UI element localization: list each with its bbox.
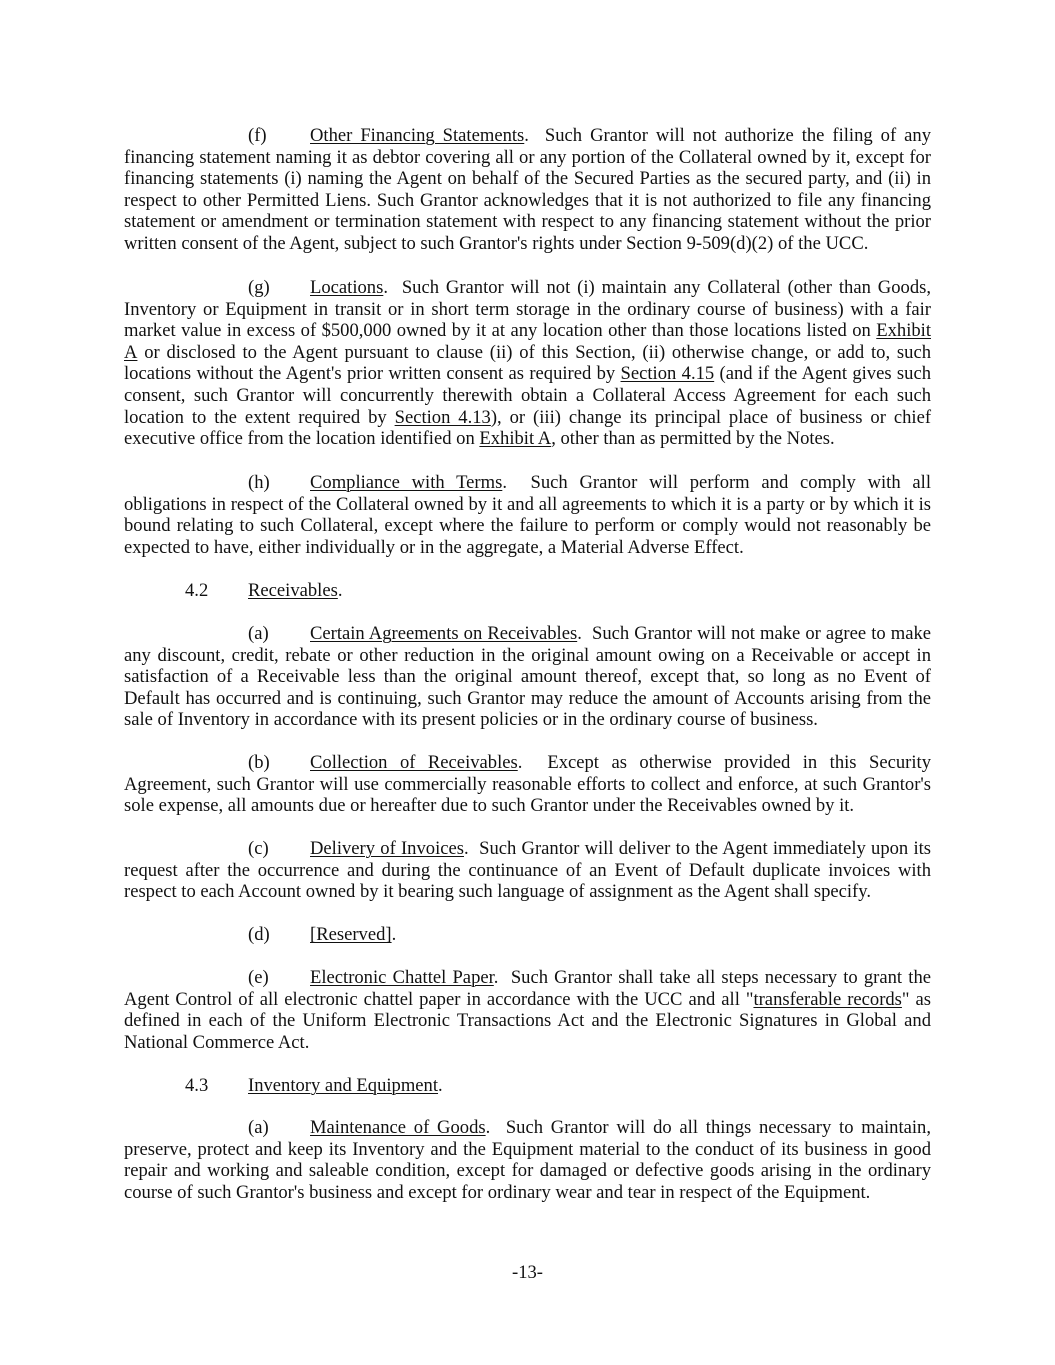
paragraph-heading: Compliance with Terms [310,472,503,493]
heading-period: . [493,967,499,988]
paragraph-heading: Collection of Receivables [310,752,518,773]
paragraph-number: (f) [248,125,267,146]
heading-period: . [438,1075,443,1096]
paragraph-body: Such Grantor will not make or agree to make any discount, credit, rebate or other reduction in the original amount owing on a Receivable or accept in satisfaction of a Receivable less than the original amount thereof, except that, so long as no Event of Default has occurred and is continuing, such Grantor may reduce the amount of Accounts arising from the sale of Inventory in accordance with its present policies or in the ordinary course of business. [124,623,932,731]
paragraph-compliance-with-terms [124,472,931,558]
section-number: 4.2 [185,580,209,601]
paragraph-body: Except as otherwise provided in this Security Agreement, such Grantor will use commercially reasonable efforts to collect and enforce, at such Grantor's sole expense, all amounts due or hereafter due to such Grantor under the Receivables owned by it. [124,752,931,817]
heading-period: . [485,1117,491,1138]
heading-period: . [577,623,582,644]
paragraph-number: (c) [248,838,269,859]
paragraph-body-part: or disclosed to the Agent pursuant to clause (ii) of this Section, (ii) otherwise change, or add to, such locations without the Agent's prior written consent as required by [124,341,931,385]
heading-period: . [383,277,388,298]
heading-period: . [524,125,529,146]
paragraph-heading: Other Financing Statements [310,125,525,146]
paragraph-number: (h) [248,472,270,493]
paragraph-body-part: Such Grantor shall take all steps necessary to grant the Agent Control of all electronic chattel paper in accordance with the UCC and all " [124,967,931,1010]
paragraph-number: (a) [248,623,269,644]
paragraph-other-financing-statements [124,125,931,255]
paragraph-body-part: ), or (iii) change its principal place of business or chief executive office from the location identified on [124,406,932,450]
paragraph-number: (b) [248,752,270,773]
paragraph-delivery-of-invoices [124,838,931,903]
section-heading: Inventory and Equipment [248,1075,439,1096]
paragraph-body: Such Grantor will perform and comply with all obligations in respect of the Collateral owned by it and all agreements to which it is a party or by which it is bound relating to such Collateral, except where the failure to perform or comply would not reasonably be expected to have, either individually or in the aggregate, a Material Adverse Effect. [124,472,931,558]
exhibit-a-reference: Exhibit A [124,320,931,363]
paragraph-heading: Certain Agreements on Receivables [310,623,578,644]
paragraph-heading: Locations [310,277,384,298]
paragraph-electronic-chattel-paper [124,967,931,1053]
section-number: 4.3 [185,1075,209,1096]
heading-period: . [391,924,397,945]
paragraph-maintenance-of-goods [124,1117,931,1203]
paragraph-reserved [124,924,931,946]
paragraph-body: Such Grantor will not authorize the filing of any financing statement naming it as debtor covering all or any portion of the Collateral owned by it, except for financing statements (i) naming the Agent on behalf of the Secured Parties as the secured party, and (ii) in respect to other Permitted Liens. Such Grantor acknowledges that it is not authorized to file any financing statement or amendment or termination statement with respect to any financing statement without the prior written consent of the Agent, subject to such Grantor's rights under Section 9-509(d)(2) of the UCC. [124,125,931,254]
heading-period: . [337,580,343,601]
section-heading-receivables [124,580,931,602]
paragraph-number: (e) [248,967,269,988]
exhibit-a-reference: Exhibit A [479,428,552,450]
paragraph-heading: Electronic Chattel Paper [310,967,494,988]
paragraph-body: Such Grantor will deliver to the Agent immediately upon its request after the occurrence and during the continuance of an Event of Default duplicate invoices with respect to each Account owned by it bearing such language of assignment as the Agent shall specify. [124,838,932,903]
section-heading: Receivables [248,580,338,601]
heading-period: . [517,752,523,773]
transferable-records-term: transferable records [753,988,902,1010]
page-number: -13- [512,1262,543,1283]
paragraph-heading: [Reserved] [310,924,392,945]
heading-period: . [502,472,507,493]
paragraph-body-part: (and if the Agent gives such consent, such Grantor will concurrently therewith obtain a Collateral Access Agreement for each such location to the extent required by [124,363,931,428]
section-4-13-reference: Section 4.13 [394,406,491,428]
paragraph-number: (g) [248,277,270,298]
paragraph-certain-agreements-on-receivables [124,623,931,731]
paragraph-body: Such Grantor will do all things necessary to maintain, preserve, protect and keep its Inventory and the Equipment material to the conduct of its business in good repair and working and saleable condition, except for damaged or defective goods arising in the ordinary course of such Grantor's business and except for ordinary wear and tear in respect of the Equipment. [124,1117,932,1203]
paragraph-heading: Delivery of Invoices [310,838,464,859]
paragraph-number: (a) [248,1117,269,1138]
paragraph-body-part: " as defined in each of the Uniform Electronic Transactions Act and the Electronic Signatures in Global and National Commerce Act. [124,988,931,1053]
paragraph-body-part: , other than as permitted by the Notes. [551,428,835,450]
heading-period: . [464,838,469,859]
paragraph-heading: Maintenance of Goods [310,1117,486,1138]
section-4-15-reference: Section 4.15 [620,363,715,385]
section-heading-inventory-and-equipment [124,1075,931,1097]
paragraph-body-part: Such Grantor will not (i) maintain any Collateral (other than Goods, Inventory or Equipment in transit or in short term storage in the ordinary course of business) with a fair market value in excess of $500,000 owned by it at any location other than those locations listed on [124,277,932,342]
paragraph-collection-of-receivables [124,752,931,817]
paragraph-locations [124,277,931,450]
paragraph-number: (d) [248,924,270,945]
